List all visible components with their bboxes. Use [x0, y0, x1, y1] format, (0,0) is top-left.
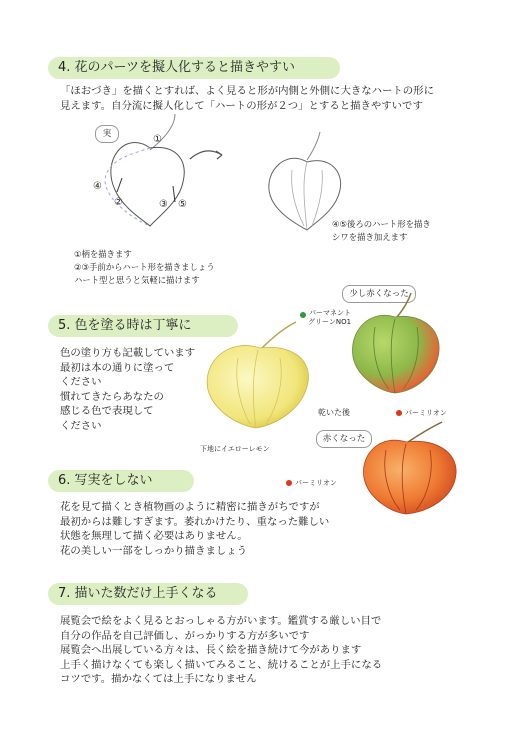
section-4-line: 「ほおづき」を描くとすれば、よく見ると形が内側と外側に大きなハートの形に — [60, 85, 434, 97]
red-lantern-painting — [356, 420, 461, 515]
section-5-line: 慣れてきたらあなたの — [60, 390, 164, 403]
vermilion-text-1: パーミリオン — [405, 409, 447, 417]
section-6-line: 花の美しい一部をしっかり描きましょう — [60, 544, 248, 557]
sketch-number-4: ④ — [93, 181, 102, 192]
section-7-line: 展覧会へ出展している方々は、長く絵を描き続けて今があります — [60, 644, 362, 656]
yellow-caption: 下地にイエローレモン — [200, 445, 270, 453]
section-7-line: コツです。描かなくては上手になりません — [60, 673, 257, 685]
section-7-body — [60, 614, 382, 687]
section-5-line: ください — [60, 376, 102, 388]
green-red-lantern-painting — [345, 295, 445, 395]
vermilion-label-1 — [396, 409, 447, 418]
sketch-step: ②③手前からハート形を描きましょう — [74, 262, 215, 272]
arrow-right-icon — [188, 145, 228, 165]
sketch-number-3: ③ — [159, 199, 168, 210]
green-dot-icon — [300, 312, 306, 318]
section-5-heading: 5. 色を塗る時は丁寧に — [48, 315, 238, 337]
dried-label: 乾いた後 — [318, 408, 350, 417]
sketch-number-5: ⑤ — [178, 199, 187, 210]
section-4-heading: 4. 花のパーツを擬人化すると描きやすい — [48, 57, 340, 79]
red-dot-icon — [396, 410, 402, 416]
sketch-number-2: ② — [114, 197, 123, 208]
vermilion-label-2 — [286, 479, 337, 488]
sketch-label: 実 — [95, 125, 119, 143]
section-7-line: 自分の作品を自己評価し、がっかりする方が多いです — [60, 629, 310, 642]
red-label: 赤くなった — [316, 430, 372, 448]
red-dot-icon — [286, 480, 292, 486]
sketch-right-note-line: シワを描き加えます — [332, 232, 408, 242]
sketch-step: ①柄を描きます — [74, 249, 132, 259]
section-5-body — [60, 346, 195, 433]
vermilion-text-2: パーミリオン — [295, 479, 337, 487]
sketch-number-1: ① — [153, 134, 162, 145]
section-5-line: ください — [60, 419, 102, 432]
section-4-line: 見えます。自分流に擬人化して「ハートの形が２つ」とすると描きやすいです — [60, 99, 423, 112]
sketch-right-note — [332, 218, 431, 244]
sketch-step: ハート型と思うと気軽に描けます — [74, 275, 200, 285]
section-5-line: 最初は本の通りに塗って — [60, 361, 175, 374]
section-5-line: 感じる色で表現して — [60, 405, 154, 417]
sketch-right-note-line: ④⑤後ろのハート形を描き — [332, 219, 431, 229]
heart-sketch-left — [95, 120, 205, 230]
section-5-line: 色の塗り方も記載しています — [60, 347, 196, 359]
section-6-body — [60, 500, 329, 558]
section-4-body — [60, 84, 434, 113]
section-7-line: 上手く描けなくても楽しく描いてみること、続けることが上手になる — [60, 658, 383, 671]
section-6-line: 状態を無理して描く必要はありません。 — [60, 530, 248, 542]
section-6-heading: 6. 写実をしない — [48, 470, 194, 492]
heart-sketch-right — [262, 140, 352, 230]
section-6-line: 花を見て描くとき植物画のように精密に描きがちですが — [60, 501, 320, 513]
yellow-lantern-painting — [200, 320, 320, 430]
section-6-line: 最初からは難しすぎます。萎れかけたり、重なった難しい — [60, 515, 330, 528]
sketch-steps — [74, 248, 215, 287]
section-7-line: 展覧会で絵をよく見るとおっしゃる方がいます。鑑賞する厳しい目で — [60, 615, 382, 627]
slightly-red-label: 少し赤くなった — [342, 285, 416, 303]
green-paint-text: パーマネント — [309, 309, 351, 317]
section-7-heading: 7. 描いた数だけ上手くなる — [48, 583, 248, 605]
green-paint-line-2: グリーンNO1 — [308, 318, 352, 326]
